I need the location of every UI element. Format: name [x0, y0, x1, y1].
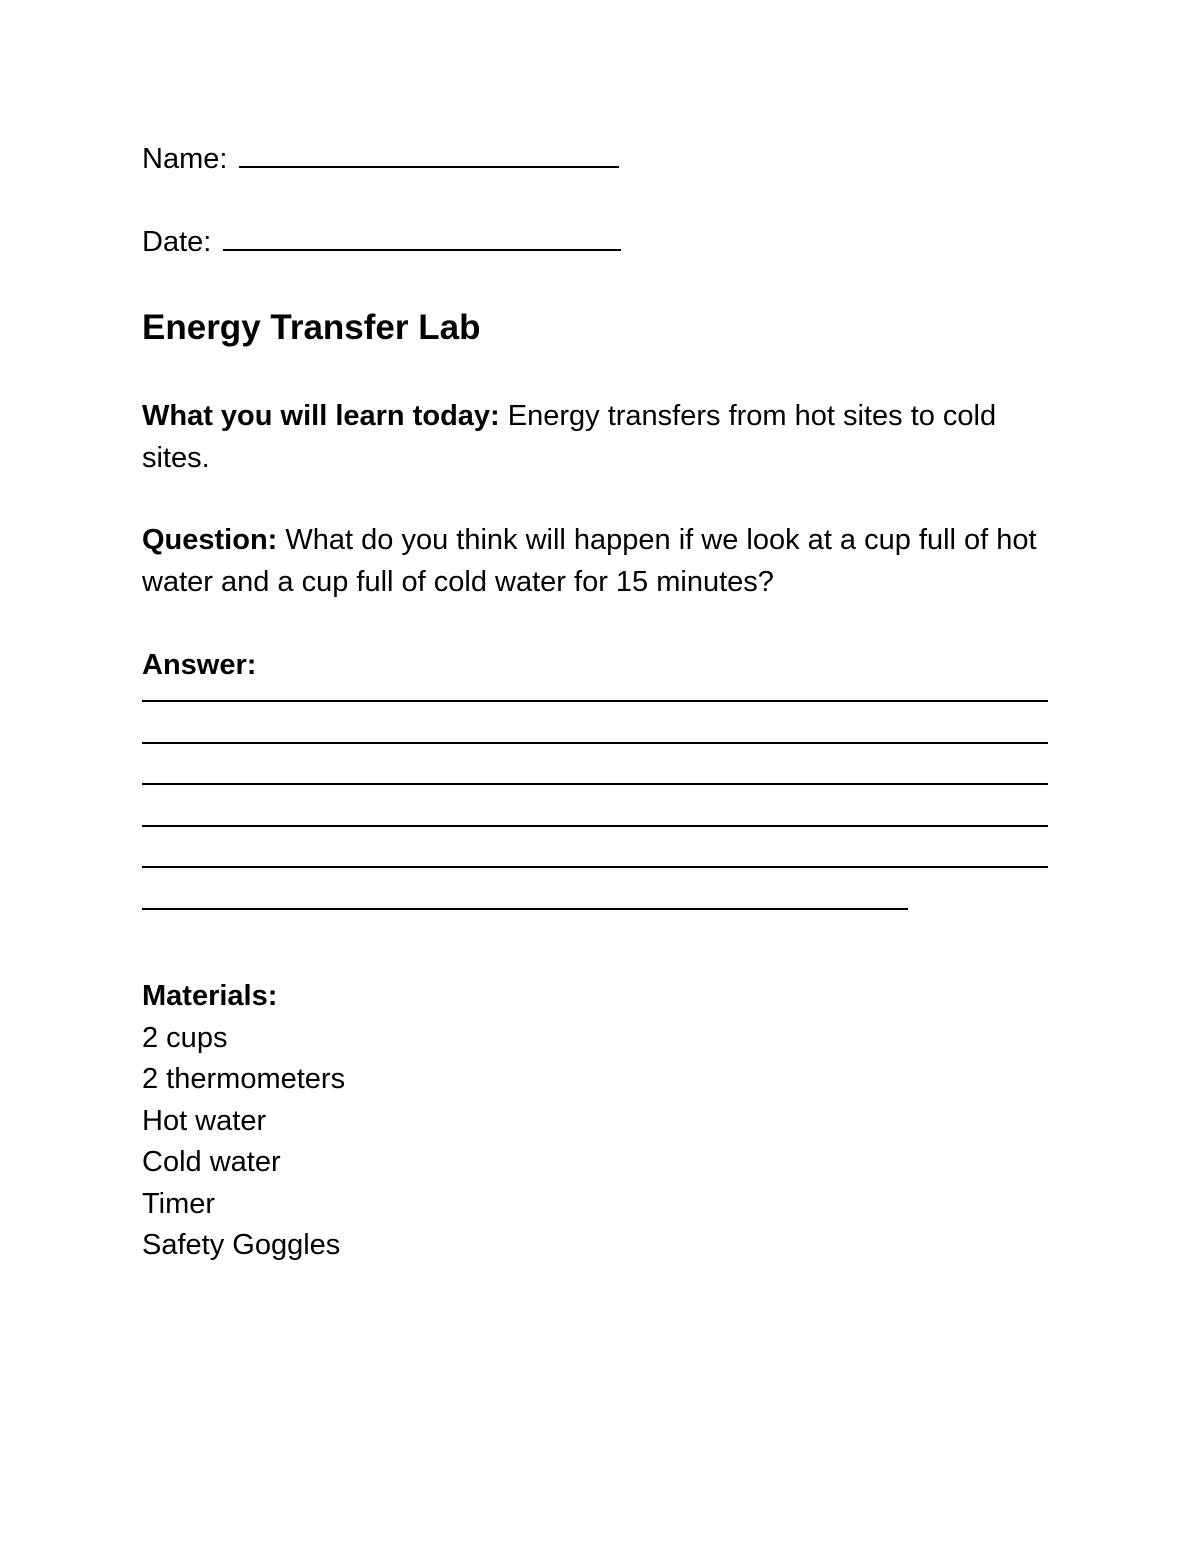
materials-item: Safety Goggles — [142, 1229, 341, 1261]
answer-line[interactable] — [142, 908, 908, 910]
learn-paragraph — [142, 396, 1042, 479]
answer-line[interactable] — [142, 866, 1048, 868]
materials-item: 2 thermometers — [142, 1063, 346, 1095]
date-label: Date: — [142, 226, 212, 258]
materials-item: 2 cups — [142, 1021, 228, 1054]
question-section — [142, 520, 1062, 603]
answer-section — [142, 645, 256, 687]
worksheet-page — [142, 0, 1062, 1553]
name-blank[interactable] — [239, 144, 619, 168]
name-field-row — [142, 139, 619, 181]
date-blank[interactable] — [223, 227, 621, 251]
answer-line[interactable] — [142, 742, 1048, 744]
materials-item: Hot water — [142, 1104, 267, 1137]
answer-lines[interactable] — [142, 700, 1048, 949]
materials-item: Timer — [142, 1187, 216, 1220]
answer-label: Answer: — [142, 649, 257, 681]
answer-line[interactable] — [142, 825, 1048, 827]
learn-label: What you will learn today: — [142, 400, 500, 432]
materials-label: Materials: — [142, 980, 278, 1012]
page-title: Energy Transfer Lab — [142, 308, 481, 347]
learn-text: Energy transfers from hot sites to cold sites. — [142, 400, 997, 474]
date-field-row — [142, 222, 621, 264]
materials-section — [142, 976, 345, 1267]
learn-section — [142, 396, 1042, 479]
question-label: Question: — [142, 524, 278, 556]
question-paragraph — [142, 520, 1062, 603]
materials-item: Cold water — [142, 1146, 281, 1178]
name-label: Name: — [142, 143, 228, 175]
question-text: What do you think will happen if we look at a cup full of hot water and a cup full of cold water for 15 minutes? — [142, 524, 1037, 598]
answer-line[interactable] — [142, 783, 1048, 785]
answer-line[interactable] — [142, 700, 1048, 702]
